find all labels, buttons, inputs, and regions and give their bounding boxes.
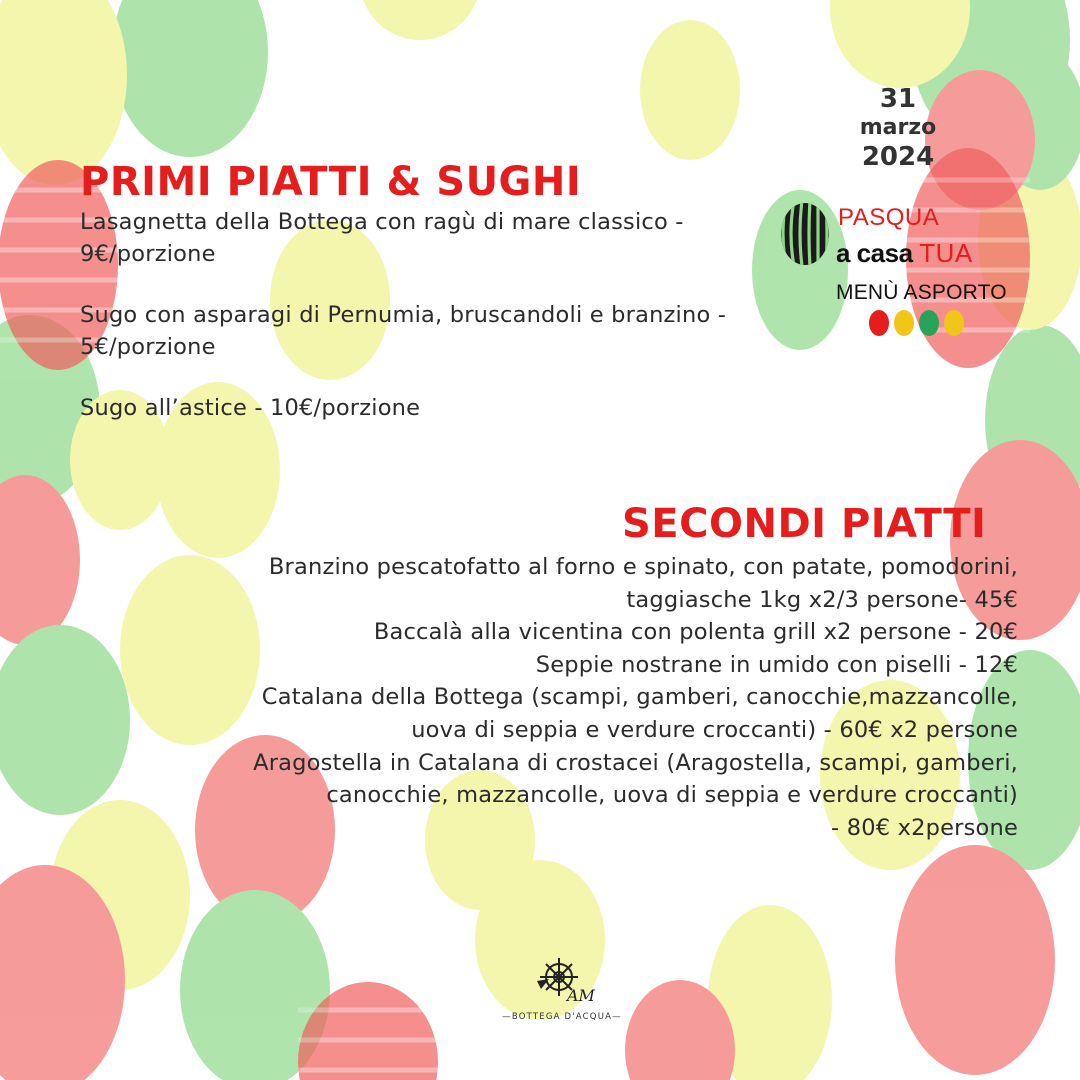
four-mini-eggs-icon [866, 306, 970, 338]
primi-section-title: PRIMI PIATTI & SUGHI [80, 159, 582, 205]
date-day: 31 [879, 84, 917, 114]
secondi-dish-line: Branzino pescatofatto al forno e spinato, con patate, pomodorini, [268, 554, 1018, 580]
background-egg [895, 845, 1055, 1075]
secondi-dish-line: Catalana della Bottega (scampi, gamberi, canocchie,mazzancolle, [261, 684, 1018, 711]
menu-type: MENÙ ASPORTO [836, 281, 1007, 304]
secondi-section-title: SECONDI PIATTI [622, 501, 987, 547]
primi-dish-list [80, 206, 760, 453]
secondi-dish-item [18, 551, 1018, 616]
date-year: 2024 [861, 141, 935, 172]
secondi-dish-item [18, 649, 1018, 682]
secondi-dish-item [18, 616, 1018, 649]
secondi-dish-item [18, 681, 1018, 746]
date-month: marzo [859, 115, 937, 141]
svg-text:AM: AM [567, 986, 595, 1005]
secondi-dish-line: taggiasche 1kg x2/3 persone- 45€ [626, 586, 1018, 613]
background-egg [112, 0, 268, 157]
secondi-dish-item [18, 747, 1018, 845]
brand-subtitle-b: TUA [919, 238, 973, 268]
logo-wordmark: —BOTTEGA D'ACQUA— [502, 1012, 622, 1022]
primi-dish-item: Sugo all’astice - 10€/porzione [80, 395, 421, 421]
brand-subtitle [836, 238, 973, 269]
secondi-dish-line: - 80€ x2persone [831, 814, 1018, 841]
secondi-dish-line: canocchie, mazzancolle, uova di seppia e verdure croccanti) [326, 782, 1018, 809]
background-egg [0, 0, 127, 185]
secondi-dish-list [18, 551, 1018, 844]
secondi-dish-line: uova di seppia e verdure croccanti) - 60€ x2 persone [411, 716, 1018, 743]
brand-title: PASQUA [838, 204, 940, 231]
brand-subtitle-a: a casa [836, 238, 913, 268]
secondi-dish-line: Baccalà alla vicentina con polenta grill x2 persone - 20€ [373, 619, 1018, 646]
primi-dish-item: Sugo con asparagi di Pernumia, bruscandoli e branzino - 5€/porzione [80, 302, 727, 360]
striped-egg-icon [778, 200, 832, 266]
secondi-dish-line: Seppie nostrane in umido con piselli - 12€ [535, 651, 1018, 678]
background-egg [640, 20, 740, 160]
primi-dish-item: Lasagnetta della Bottega con ragù di mare classico - 9€/porzione [80, 209, 684, 267]
background-egg [360, 0, 480, 40]
secondi-dish-line: Aragostella in Catalana di crostacei (Aragostella, scampi, gamberi, [253, 749, 1018, 776]
event-date [842, 84, 954, 173]
